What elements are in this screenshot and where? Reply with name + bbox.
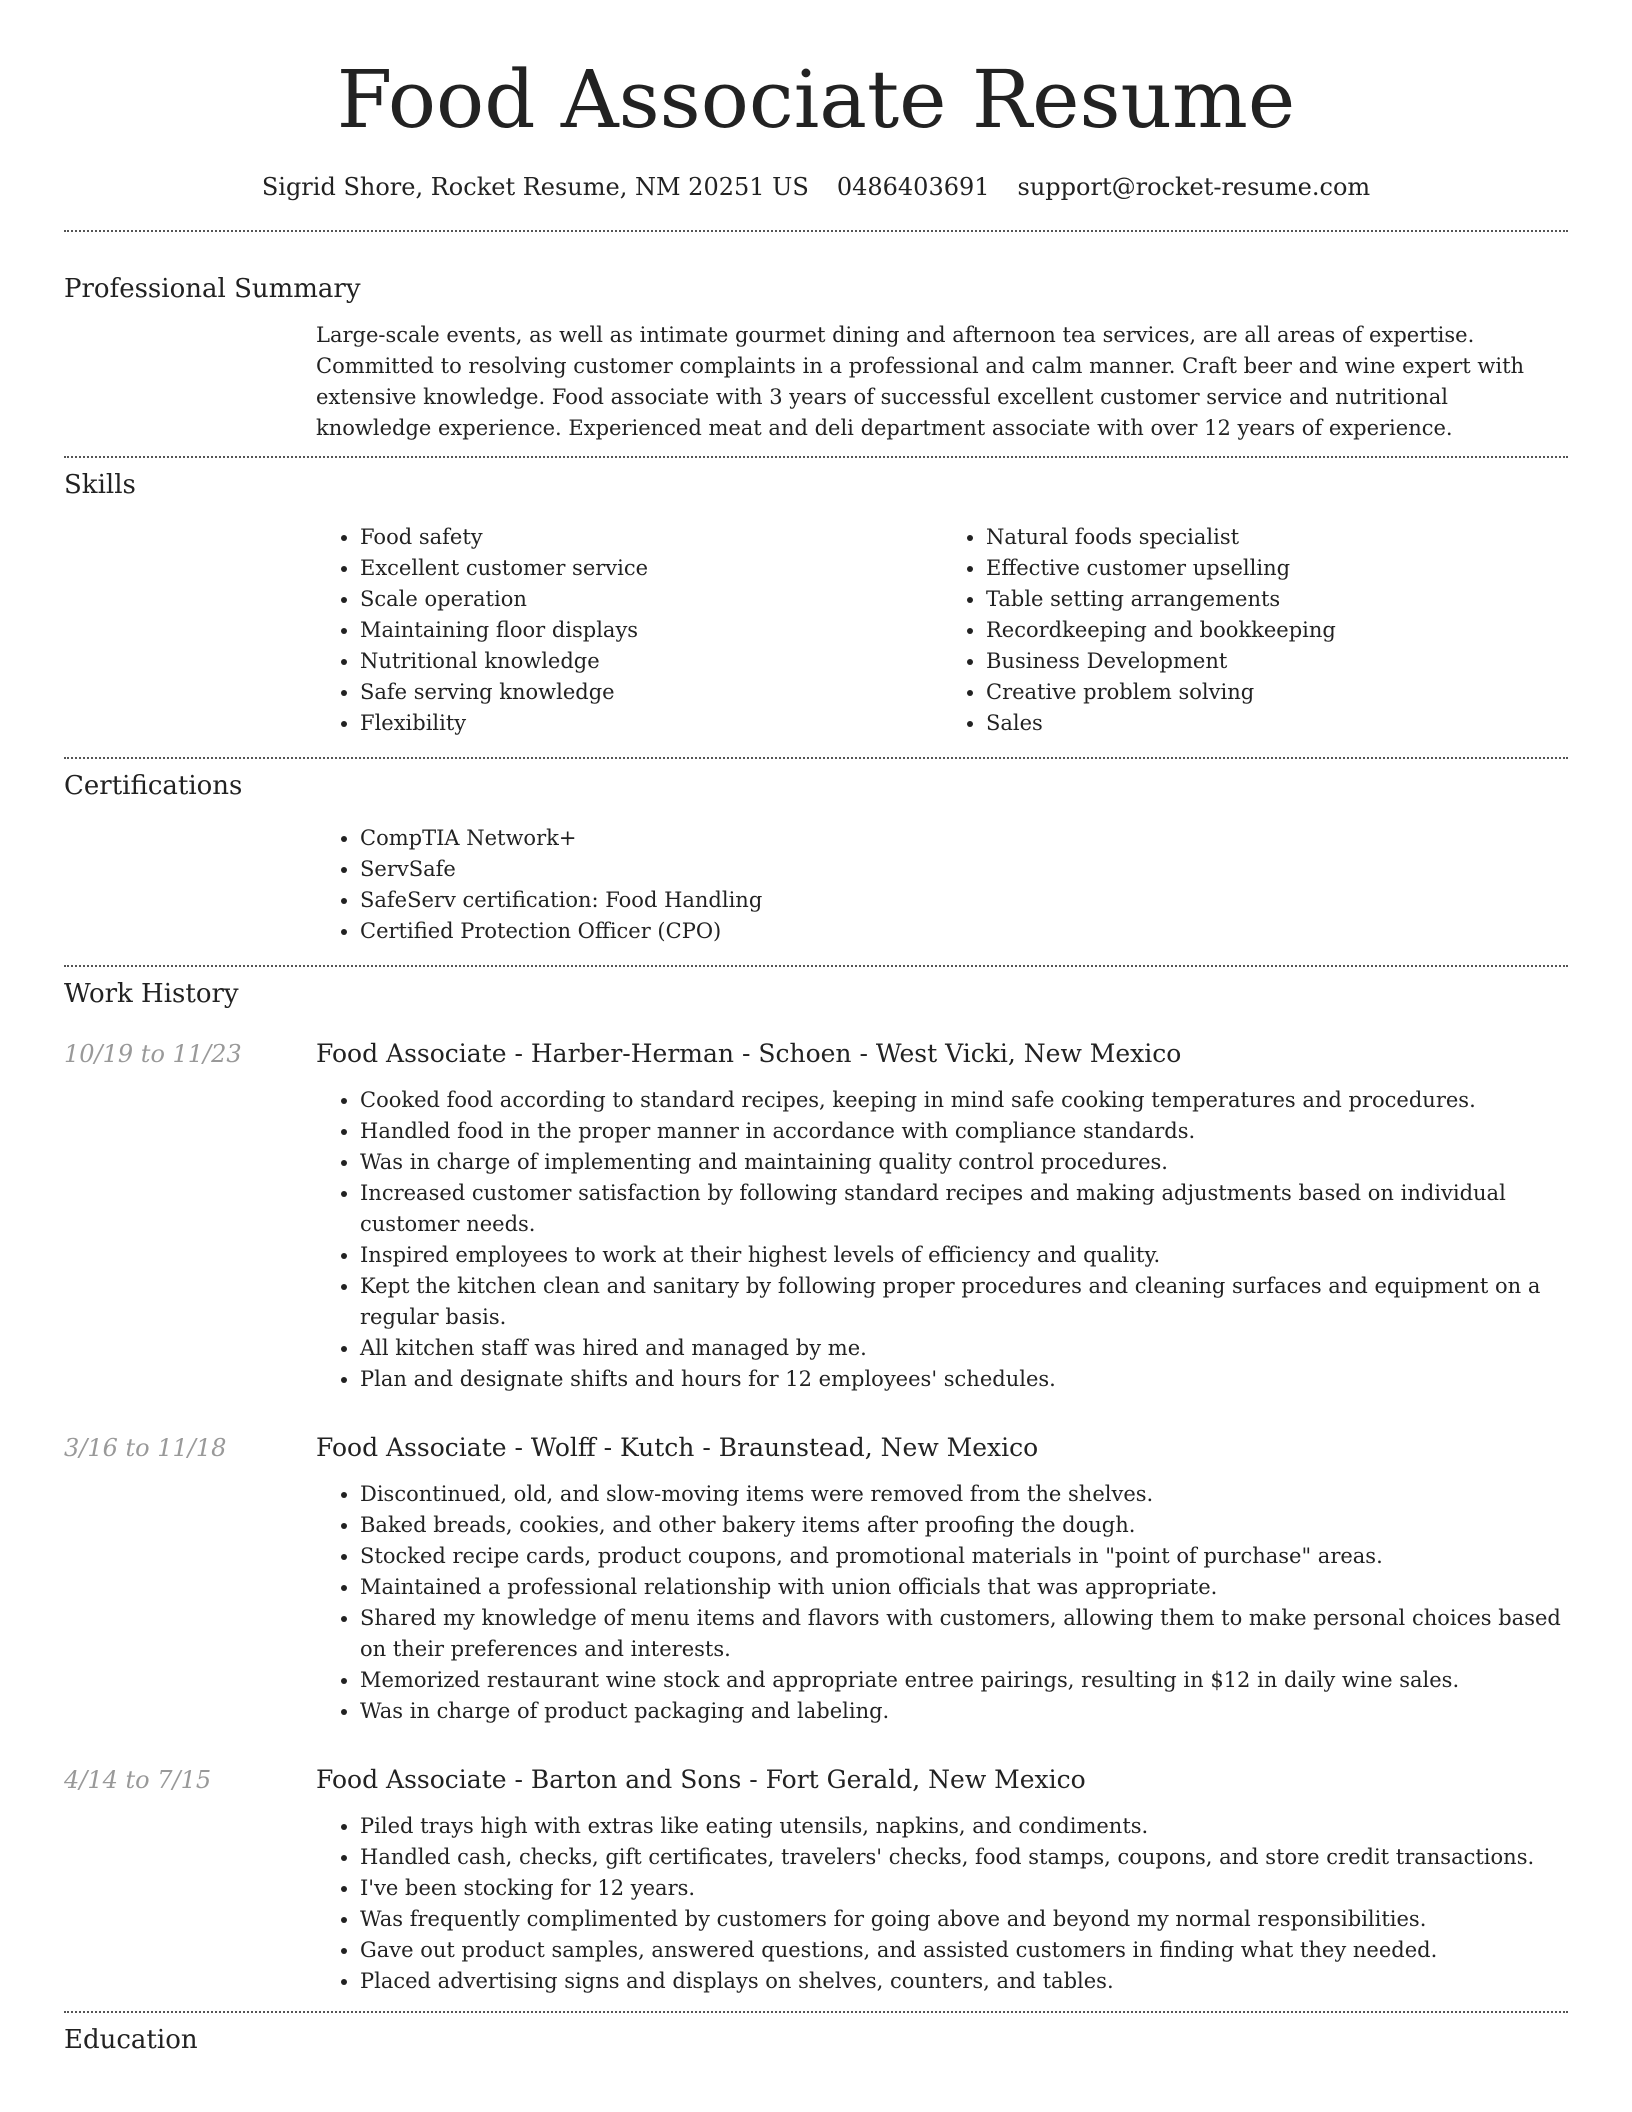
resume-page — [64, 0, 1568, 2057]
certifications-list — [316, 823, 1568, 947]
skill-item: • Sales — [986, 708, 1568, 739]
job-title: Food Associate - Barton and Sons - Fort Gerald, New Mexico — [316, 1765, 1086, 1794]
duty-item: • All kitchen staff was hired and managed by me. — [360, 1333, 1568, 1364]
duty-item: • Was in charge of implementing and maintaining quality control procedures. — [360, 1147, 1568, 1178]
certifications-heading: Certifications — [64, 771, 243, 801]
duty-item: • Was frequently complimented by customers for going above and beyond my normal responsibilities. — [360, 1904, 1568, 1935]
skill-item: • Business Development — [986, 646, 1568, 677]
skill-item: • Excellent customer service — [360, 553, 942, 584]
summary-text: Large-scale events, as well as intimate gourmet dining and afternoon tea services, are all areas of expertise. Committed to resolving customer complaints in a professional and calm manner. Craft beer and wine expert with extensive knowledge. Food associate with 3 years of successful excellent customer service and nutritional knowledge experience. Experienced meat and deli department associate with over 12 years of experience. — [316, 323, 1525, 440]
job-date: 3/16 to 11/18 — [64, 1434, 227, 1462]
summary-heading: Professional Summary — [64, 274, 361, 304]
education-section — [64, 2013, 1568, 2057]
duty-item: • Handled cash, checks, gift certificates, travelers' checks, food stamps, coupons, and store credit transactions. — [360, 1842, 1568, 1873]
summary-section — [64, 232, 1568, 456]
education-heading: Education — [64, 2025, 198, 2055]
work-history-section — [64, 967, 1568, 2011]
skills-list-right — [942, 522, 1568, 739]
duty-item: • Gave out product samples, answered questions, and assisted customers in finding what they needed. — [360, 1935, 1568, 1966]
skill-item: • Food safety — [360, 522, 942, 553]
job-date: 4/14 to 7/15 — [64, 1766, 212, 1794]
job-date: 10/19 to 11/23 — [64, 1040, 242, 1068]
job-entry — [64, 1763, 1568, 2011]
job-duties — [316, 1479, 1568, 1727]
certifications-body — [316, 823, 1568, 965]
skill-item: • Natural foods specialist — [986, 522, 1568, 553]
contact-phone: 0486403691 — [836, 173, 990, 201]
resume-title: Food Associate Resume — [336, 53, 1296, 146]
job-entry — [64, 1037, 1568, 1395]
duty-item: • Cooked food according to standard recipes, keeping in mind safe cooking temperatures and procedures. — [360, 1085, 1568, 1116]
job-duties — [316, 1811, 1568, 1997]
skill-item: • Nutritional knowledge — [360, 646, 942, 677]
duty-item: • I've been stocking for 12 years. — [360, 1873, 1568, 1904]
job-entry — [64, 1431, 1568, 1727]
skill-item: • Table setting arrangements — [986, 584, 1568, 615]
contact-line — [64, 170, 1568, 204]
skill-item: • Scale operation — [360, 584, 942, 615]
skills-section — [64, 458, 1568, 757]
contact-email: support@rocket-resume.com — [1017, 173, 1371, 201]
skills-heading: Skills — [64, 470, 136, 500]
job-title: Food Associate - Harber-Herman - Schoen - West Vicki, New Mexico — [316, 1039, 1182, 1068]
skill-item: • Recordkeeping and bookkeeping — [986, 615, 1568, 646]
duty-item: • Baked breads, cookies, and other bakery items after proofing the dough. — [360, 1510, 1568, 1541]
skills-columns — [316, 522, 1568, 757]
duty-item: • Placed advertising signs and displays on shelves, counters, and tables. — [360, 1966, 1568, 1997]
skill-item: • Flexibility — [360, 708, 942, 739]
skill-item: • Effective customer upselling — [986, 553, 1568, 584]
skill-item: • Maintaining floor displays — [360, 615, 942, 646]
duty-item: • Increased customer satisfaction by following standard recipes and making adjustments based on individual customer needs. — [360, 1178, 1568, 1240]
duty-item: • Shared my knowledge of menu items and flavors with customers, allowing them to make personal choices based on their preferences and interests. — [360, 1603, 1568, 1665]
duty-item: • Stocked recipe cards, product coupons, and promotional materials in "point of purchase" areas. — [360, 1541, 1568, 1572]
duty-item: • Maintained a professional relationship with union officials that was appropriate. — [360, 1572, 1568, 1603]
work-history-heading: Work History — [64, 979, 239, 1009]
summary-body — [316, 320, 1568, 456]
certification-item: • SafeServ certification: Food Handling — [360, 885, 1568, 916]
duty-item: • Plan and designate shifts and hours for 12 employees' schedules. — [360, 1364, 1568, 1395]
skill-item: • Safe serving knowledge — [360, 677, 942, 708]
job-duties — [316, 1085, 1568, 1395]
duty-item: • Inspired employees to work at their highest levels of efficiency and quality. — [360, 1240, 1568, 1271]
certification-item: • ServSafe — [360, 854, 1568, 885]
skills-list-left — [316, 522, 942, 739]
duty-item: • Handled food in the proper manner in accordance with compliance standards. — [360, 1116, 1568, 1147]
skill-item: • Creative problem solving — [986, 677, 1568, 708]
certifications-section — [64, 759, 1568, 965]
job-title: Food Associate - Wolff - Kutch - Braunstead, New Mexico — [316, 1433, 1039, 1462]
duty-item: • Piled trays high with extras like eating utensils, napkins, and condiments. — [360, 1811, 1568, 1842]
contact-address: Sigrid Shore, Rocket Resume, NM 20251 US — [261, 173, 809, 201]
duty-item: • Memorized restaurant wine stock and appropriate entree pairings, resulting in $12 in daily wine sales. — [360, 1665, 1568, 1696]
duty-item: • Discontinued, old, and slow-moving items were removed from the shelves. — [360, 1479, 1568, 1510]
duty-item: • Was in charge of product packaging and labeling. — [360, 1696, 1568, 1727]
certification-item: • Certified Protection Officer (CPO) — [360, 916, 1568, 947]
certification-item: • CompTIA Network+ — [360, 823, 1568, 854]
duty-item: • Kept the kitchen clean and sanitary by following proper procedures and cleaning surfaces and equipment on a regular basis. — [360, 1271, 1568, 1333]
